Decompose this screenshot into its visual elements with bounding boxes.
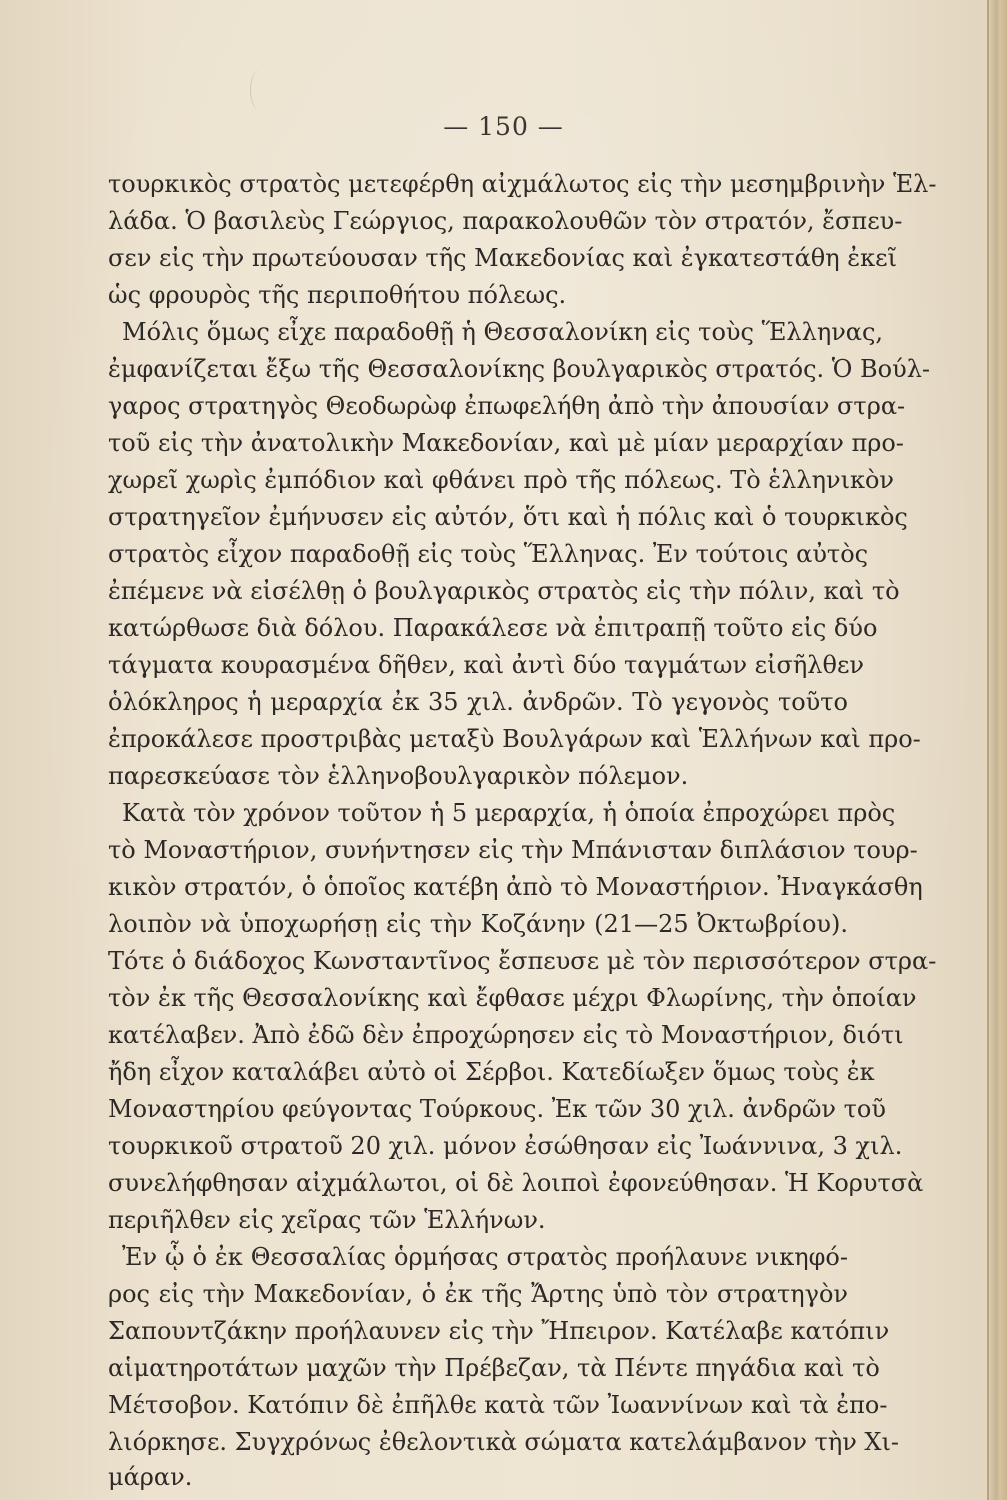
text-line: παρεσκεύασε τὸν ἑλληνοβουλγαρικὸν πόλεμον.: [108, 762, 689, 790]
text-line: κατώρθωσε διὰ δόλου. Παρακάλεσε νὰ ἐπιτραπῇ τοῦτο εἰς δύο: [108, 614, 878, 642]
text-line: τὸν ἐκ τῆς Θεσσαλονίκης καὶ ἔφθασε μέχρι Φλωρίνης, τὴν ὁποίαν: [108, 984, 917, 1012]
page-number: — 150 —: [443, 112, 564, 141]
text-line: συνελήφθησαν αἰχμάλωτοι, οἱ δὲ λοιποὶ ἐφονεύθησαν. Ἡ Κορυτσὰ: [108, 1169, 924, 1197]
text-line: χωρεῖ χωρὶς ἐμπόδιον καὶ φθάνει πρὸ τῆς πόλεως. Τὸ ἑλληνικὸν: [108, 466, 895, 494]
text-line: περιῆλθεν εἰς χεῖρας τῶν Ἑλλήνων.: [108, 1206, 546, 1234]
text-line: Σαπουντζάκην προήλαυνεν εἰς τὴν Ἤπειρον. Κατέλαβε κατόπιν: [108, 1317, 890, 1345]
text-line: ρος εἰς τὴν Μακεδονίαν, ὁ ἐκ τῆς Ἄρτης ὑπὸ τὸν στρατηγὸν: [108, 1280, 848, 1308]
text-line: Τότε ὁ διάδοχος Κωνσταντῖνος ἔσπευσε μὲ τὸν περισσότερον στρα-: [108, 947, 937, 975]
text-line: στρατηγεῖον ἐμήνυσεν εἰς αὐτόν, ὅτι καὶ ἡ πόλις καὶ ὁ τουρκικὸς: [108, 503, 908, 531]
text-line: Μόλις ὅμως εἶχε παραδοθῇ ἡ Θεσσαλονίκη εἰς τοὺς Ἕλληνας,: [122, 318, 884, 346]
text-line: στρατὸς εἶχον παραδοθῇ εἰς τοὺς Ἕλληνας. Ἐν τούτοις αὐτὸς: [108, 540, 869, 568]
text-line: Ἐν ᾧ ὁ ἐκ Θεσσαλίας ὁρμήσας στρατὸς προήλαυνε νικηφό-: [122, 1243, 848, 1271]
text-line: τοῦ εἰς τὴν ἀνατολικὴν Μακεδονίαν, καὶ μὲ μίαν μεραρχίαν προ-: [108, 429, 904, 457]
text-line: λιόρκησε. Συγχρόνως ἐθελοντικὰ σώματα κατελάμβανον τὴν Χι-: [108, 1428, 900, 1456]
text-line: σεν εἰς τὴν πρωτεύουσαν τῆς Μακεδονίας καὶ ἐγκατεστάθη ἐκεῖ: [108, 244, 897, 272]
text-line: ὡς φρουρὸς τῆς περιποθήτου πόλεως.: [108, 281, 567, 309]
text-line: τὸ Μοναστήριον, συνήντησεν εἰς τὴν Μπάνισταν διπλάσιον τουρ-: [108, 836, 918, 864]
text-line: λάδα. Ὁ βασιλεὺς Γεώργιος, παρακολουθῶν τὸν στρατόν, ἔσπευ-: [108, 207, 903, 235]
text-line: ἐπροκάλεσε προστριβὰς μεταξὺ Βουλγάρων καὶ Ἑλλήνων καὶ προ-: [108, 725, 921, 753]
text-line: κικὸν στρατόν, ὁ ὁποῖος κατέβη ἀπὸ τὸ Μοναστήριον. Ἠναγκάσθη: [108, 873, 923, 901]
text-line: Κατὰ τὸν χρόνον τοῦτον ἡ 5 μεραρχία, ἡ ὁποία ἐπροχώρει πρὸς: [122, 799, 896, 827]
text-line: ἐπέμενε νὰ εἰσέλθῃ ὁ βουλγαρικὸς στρατὸς εἰς τὴν πόλιν, καὶ τὸ: [108, 577, 900, 605]
text-line: γαρος στρατηγὸς Θεοδωρὼφ ἐπωφελήθη ἀπὸ τὴν ἀπουσίαν στρα-: [108, 392, 906, 420]
text-line: Μοναστηρίου φεύγοντας Τούρκους. Ἐκ τῶν 30 χιλ. ἀνδρῶν τοῦ: [108, 1095, 886, 1123]
text-line: ἐμφανίζεται ἔξω τῆς Θεσσαλονίκης βουλγαρικὸς στρατός. Ὁ Βούλ-: [108, 355, 931, 383]
text-line: μάραν.: [108, 1463, 193, 1491]
text-line: Μέτσοβον. Κατόπιν δὲ ἐπῆλθε κατὰ τῶν Ἰωαννίνων καὶ τὰ ἐπο-: [108, 1391, 888, 1419]
text-line: ἤδη εἶχον καταλάβει αὐτὸ οἱ Σέρβοι. Κατεδίωξεν ὅμως τοὺς ἐκ: [108, 1058, 875, 1086]
text-line: αἱματηροτάτων μαχῶν τὴν Πρέβεζαν, τὰ Πέντε πηγάδια καὶ τὸ: [108, 1354, 880, 1382]
text-line: τουρκικὸς στρατὸς μετεφέρθη αἰχμάλωτος εἰς τὴν μεσημβρινὴν Ἑλ-: [108, 170, 937, 198]
text-line: κατέλαβεν. Ἀπὸ ἐδῶ δὲν ἐπροχώρησεν εἰς τὸ Μοναστήριον, διότι: [108, 1021, 904, 1049]
text-line: τάγματα κουρασμένα δῆθεν, καὶ ἀντὶ δύο ταγμάτων εἰσῆλθεν: [108, 651, 864, 679]
text-line: ὁλόκληρος ἡ μεραρχία ἐκ 35 χιλ. ἀνδρῶν. Τὸ γεγονὸς τοῦτο: [108, 688, 848, 716]
text-line: τουρκικοῦ στρατοῦ 20 χιλ. μόνον ἐσώθησαν εἰς Ἰωάννινα, 3 χιλ.: [108, 1132, 903, 1160]
text-line: λοιπὸν νὰ ὑποχωρήσῃ εἰς τὴν Κοζάνην (21—25 Ὀκτωβρίου).: [108, 910, 848, 938]
